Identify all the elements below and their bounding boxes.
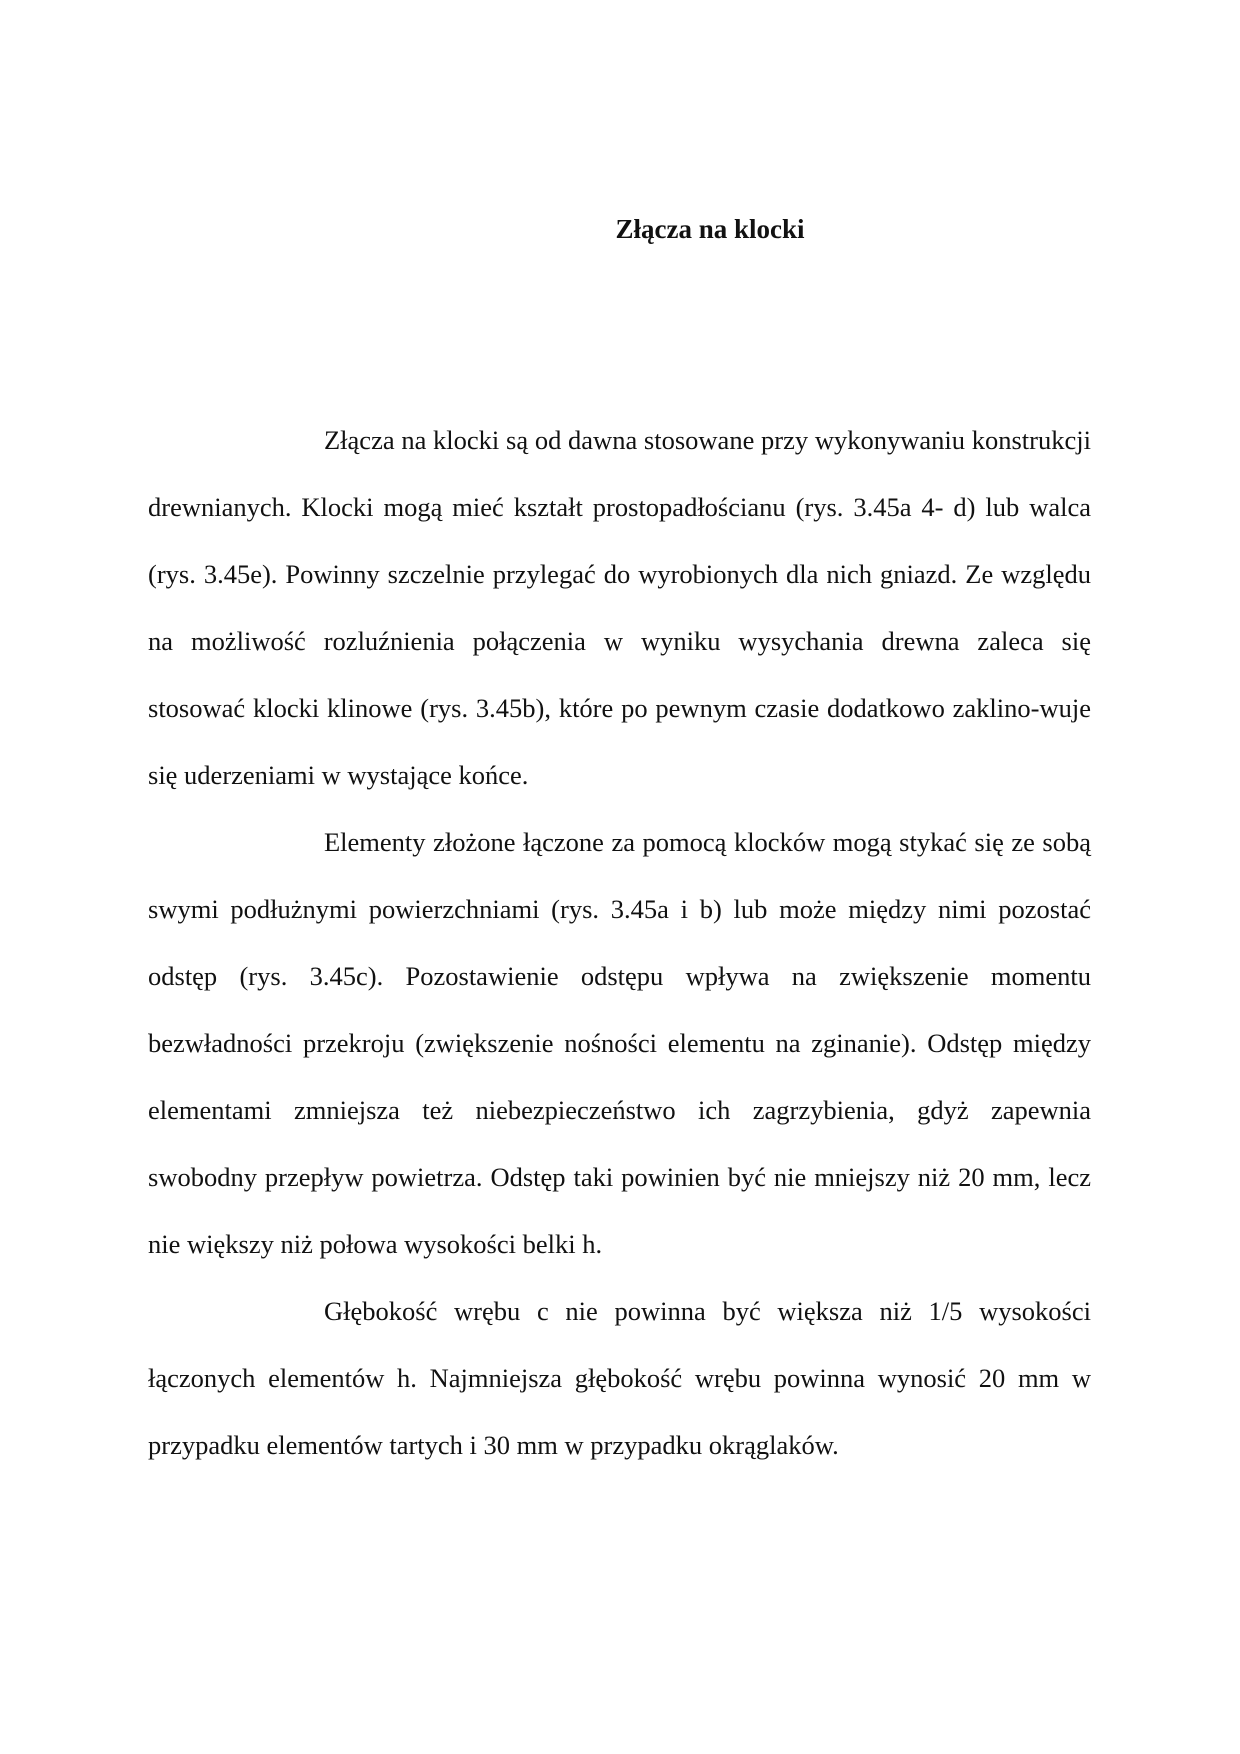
- paragraph: Elementy złożone łączone za pomocą klocków mogą stykać się ze sobą swymi podłużnymi powierzchniami (rys. 3.45a i b) lub może między nimi pozostać odstęp (rys. 3.45c). Pozostawienie odstępu wpływa na zwiększenie momentu bezwładności przekroju (zwiększenie nośności elementu na zginanie). Odstęp między elementami zmniejsza też niebezpieczeństwo ich zagrzybienia, gdyż zapewnia swobodny przepływ powietrza. Odstęp taki powinien być nie mniejszy niż 20 mm, lecz nie większy niż połowa wysokości belki h.: [148, 827, 1091, 1259]
- paragraph: Głębokość wrębu c nie powinna być większa niż 1/5 wysokości łączonych elementów h. Najmniejsza głębokość wrębu powinna wynosić 20 mm w przypadku elementów tartych i 30 mm w przypadku okrąglaków.: [148, 1296, 1091, 1460]
- page-title: Złącza na klocki: [615, 214, 805, 244]
- title-container: [560, 214, 860, 245]
- document-body: [148, 407, 1091, 1479]
- paragraph: Złącza na klocki są od dawna stosowane przy wykonywaniu konstrukcji drewnianych. Klocki mogą mieć kształt prostopadłościanu (rys. 3.45a 4- d) lub walca (rys. 3.45e). Powinny szczelnie przylegać do wyrobionych dla nich gniazd. Ze względu na możliwość rozluźnienia połączenia w wyniku wysychania drewna zaleca się stosować klocki klinowe (rys. 3.45b), które po pewnym czasie dodatkowo zaklino-wuje się uderzeniami w wystające końce.: [148, 425, 1091, 790]
